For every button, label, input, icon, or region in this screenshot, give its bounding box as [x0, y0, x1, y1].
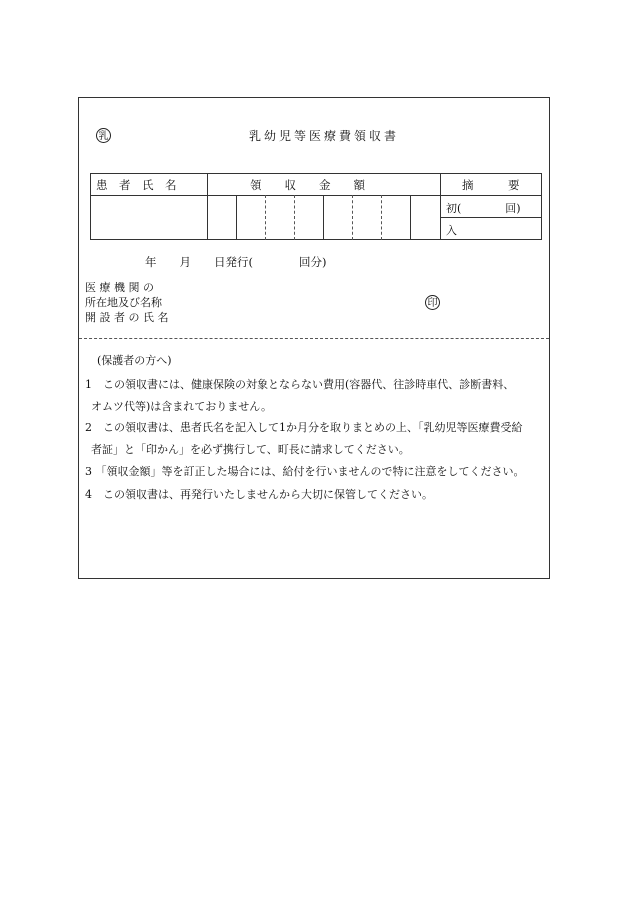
- receipt-table: [90, 173, 542, 240]
- cut-line: [79, 338, 549, 339]
- notice-item-1-cont: オムツ代等)は含まれておりません。: [91, 400, 272, 413]
- notice-item-1: 1 この領収書には、健康保険の対象とならない費用(容器代、往診時車代、診断書料、: [85, 378, 515, 391]
- first-visit-count: 初( 回): [446, 202, 521, 215]
- seal-mark-nyu: 乳: [96, 128, 111, 143]
- notice-heading: (保護者の方へ): [97, 354, 172, 367]
- admission-label: 入: [446, 224, 457, 237]
- remarks-header: 摘 要: [462, 178, 520, 192]
- patient-name-header: 患 者 氏 名: [96, 178, 177, 192]
- seal-mark-in: 印: [425, 295, 440, 310]
- notice-item-3: 3 「領収金額」等を訂正した場合には、給付を行いませんので特に注意をしてください。: [85, 465, 525, 478]
- issue-date-line: 年 月 日発行( 回分): [145, 255, 327, 269]
- institution-label-3: 開 設 者 の 氏 名: [85, 311, 169, 324]
- form-title: 乳幼児等医療費領収書: [248, 129, 399, 143]
- notice-item-2: 2 この領収書は、患者氏名を記入して1か月分を取りまとめの上、「乳幼児等医療費受給: [85, 421, 523, 434]
- receipt-form: [78, 97, 550, 579]
- notice-item-2-cont: 者証」と「印かん」を必ず携行して、町長に請求してください。: [91, 443, 410, 456]
- institution-label-1: 医 療 機 関 の: [85, 281, 154, 294]
- amount-header: 領 収 金 額: [250, 178, 365, 192]
- institution-label-2: 所在地及び名称: [85, 296, 162, 309]
- notice-item-4: 4 この領収書は、再発行いたしませんから大切に保管してください。: [85, 488, 433, 501]
